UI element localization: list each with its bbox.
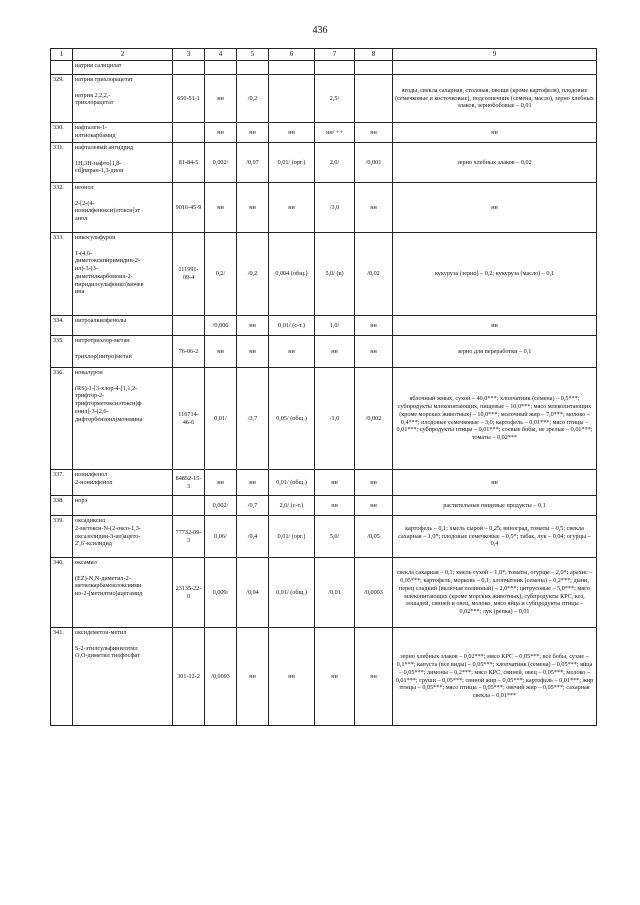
substance-name-cell [73, 183, 173, 233]
substance-name-line: 2-метокси-N-(2-оксо-1,3- [75, 524, 141, 532]
food-products-cell [393, 61, 597, 75]
value-col-4-cell: /0,006 [205, 316, 237, 336]
table-body [51, 61, 597, 726]
value-col-7-cell: 5,0/ [315, 516, 355, 558]
value-col-4-cell: нн [205, 183, 237, 233]
column-header: 6 [269, 49, 315, 61]
substance-name-line: нитротрихлор-метан [75, 337, 130, 344]
substance-name-line: натрия салицилат [75, 62, 122, 69]
food-products-cell: кукуруза (зерно) – 0,2; кукуруза (масло) – 0,1 [393, 233, 597, 316]
column-header: 8 [355, 49, 393, 61]
substance-name-line: cd]пиран-1,3-дион [75, 167, 124, 175]
substance-name-line: O,O-диметил тиофосфат [75, 652, 140, 660]
substance-name-cell [73, 628, 173, 726]
cas-number-cell [173, 61, 205, 75]
row-number-cell: 338. [51, 496, 73, 516]
food-products-cell: яблочный жмых, сухой – 40,0***; хлопчатник (семена) – 0,5***; субпродукты млекопитающих, пищевые – 10,0***; мясо млекопитающих (кроме морских животных) – 10,0***; молочный жир – 7,0***; молоко – 0,4***; плодовые семечковые – 3,0; картофель – 0,01***; мясо птицы – 0,01***; субпродукты птицы – 0,01***; соевые бобы, не зрелые – 0,01***; томаты – 0,02*** [393, 368, 597, 470]
substance-name-cell [73, 516, 173, 558]
substance-name-line: 1Н,3Н-нафто[1,8- [75, 159, 122, 167]
value-col-8-cell: нн [355, 123, 393, 143]
value-col-7-cell: 2,0/ [315, 143, 355, 183]
column-header: 2 [73, 49, 173, 61]
substance-name-line: 2-[2-(4- [75, 199, 95, 207]
value-col-7-cell: 2,5/ [315, 75, 355, 123]
value-col-5-cell: нн [237, 628, 269, 726]
food-products-cell: свекла сахарная – 0,1; хмель сухой – 1,0*; томаты, огурцы – 2,0*; арахис – 0,05***; картофель, морковь – 0,1; хлопчатник (семена) – 0,2***; дыни, перец сладкий (включая полинный) – 2,0***; цитрусовые – 5,0***; мясо млекопитающих (кроме морских животных), субпродукты КРС, коз, лошадей, свиней и овец, молоко, мясо яйца и субпродукты птицы – 0,02***; лук (репка) – 0,01 [393, 558, 597, 628]
value-col-4-cell: нн [205, 470, 237, 496]
column-header: 4 [205, 49, 237, 61]
value-col-4-cell [205, 61, 237, 75]
value-col-6-cell: 0,004 (общ.) [269, 233, 315, 316]
substance-name-line [75, 152, 170, 160]
row-number-cell: 337. [51, 470, 73, 496]
substance-name-line: трихлор(нитро)метан [75, 352, 132, 360]
value-col-6-cell: нн [269, 336, 315, 368]
substance-name-line: анол [75, 215, 88, 222]
value-col-5-cell: нн [237, 123, 269, 143]
substance-name-line: оксазолидин-3-ил)ацето- [75, 532, 141, 540]
value-col-4-cell: нн [205, 336, 237, 368]
substance-name-line: натрия 2,2,2,- [75, 91, 111, 99]
value-col-6-cell [269, 75, 315, 123]
substance-name-line: натрия трихлорацетат [75, 76, 133, 83]
cas-number-cell: 81-84-5 [173, 143, 205, 183]
table-row [51, 470, 597, 496]
value-col-7-cell: /3,0 [315, 183, 355, 233]
column-header: 3 [173, 49, 205, 61]
substance-name-line: дифторбензоил)мочевина [75, 415, 143, 423]
value-col-4-cell: /0,0003 [205, 628, 237, 726]
substance-name-line: нонилфенокси)этокси]эт [75, 207, 140, 215]
value-col-4-cell: 0,002/ [205, 143, 237, 183]
value-col-5-cell: нн [237, 336, 269, 368]
cas-number-cell: 84852-15-3 [173, 470, 205, 496]
substance-name-line: енил]-3-(2,6- [75, 407, 109, 415]
substance-name-line: трифтор-2- [75, 392, 105, 400]
substance-name-line [75, 377, 170, 385]
value-col-8-cell: /0,0003 [355, 558, 393, 628]
value-col-4-cell: 0,2/ [205, 233, 237, 316]
substance-name-line: метилкарбамоилоксиими [75, 582, 142, 590]
substance-name-line: S-2-этилсульфинилэтил [75, 644, 138, 652]
table-row [51, 143, 597, 183]
row-number-cell: 336. [51, 368, 73, 470]
cas-number-cell: 77732-09-3 [173, 516, 205, 558]
column-header: 7 [315, 49, 355, 61]
cas-number-cell: 76-06-2 [173, 336, 205, 368]
substance-name-line: оксадиксил [75, 517, 105, 524]
substance-name-line: трифторметоксиэтокси)ф [75, 400, 142, 407]
substance-name-cell [73, 143, 173, 183]
substance-name-line: оксидеметон-метил [75, 629, 127, 636]
value-col-5-cell: /0,04 [237, 558, 269, 628]
table-row [51, 496, 597, 516]
value-col-8-cell: нн [355, 183, 393, 233]
value-col-7-cell: нн [315, 496, 355, 516]
regulation-table [50, 48, 597, 726]
page-number: 436 [312, 25, 328, 36]
substance-name-line: диметилкарбомоил-2- [75, 272, 133, 280]
substance-name-line: 1-(4,6- [75, 249, 93, 257]
cas-number-cell: 9016-45-9 [173, 183, 205, 233]
food-products-cell: нн [393, 316, 597, 336]
value-col-5-cell: нн [237, 316, 269, 336]
table-row [51, 368, 597, 470]
substance-name-line: илтиокарбамид [75, 131, 116, 139]
substance-name-line: (EZ)-N,N-диметил-2- [75, 574, 131, 582]
value-col-8-cell: /0,001 [355, 143, 393, 183]
value-col-6-cell: 0,01/ (общ.) [269, 470, 315, 496]
substance-name-line: ина [75, 288, 85, 296]
table-row [51, 123, 597, 143]
cas-number-cell: 650-51-1 [173, 75, 205, 123]
substance-name-line: 2',6'-ксилидид [75, 540, 112, 548]
value-col-5-cell: /3,7 [237, 368, 269, 470]
food-products-cell: ягоды, свекла сахарная, столовая, овощи (кроме картофеля), плодовые (семечковые и косточковые), подсолнечник (семена, масло), зерно хлебных злаков, зернобобовые – 0,01 [393, 75, 597, 123]
value-col-7-cell: нн [315, 470, 355, 496]
value-col-6-cell: нн [269, 123, 315, 143]
value-col-4-cell: нн [205, 75, 237, 123]
value-col-5-cell: /0,2 [237, 233, 269, 316]
value-col-4-cell: 0,009/ [205, 558, 237, 628]
value-col-5-cell [237, 61, 269, 75]
table-row [51, 558, 597, 628]
row-number-cell: 329. [51, 75, 73, 123]
row-number-cell: 341. [51, 628, 73, 726]
substance-name-line [75, 345, 170, 353]
row-number-cell: 335. [51, 336, 73, 368]
value-col-5-cell: /0,07 [237, 143, 269, 183]
value-col-5-cell: /0,4 [237, 516, 269, 558]
substance-name-line: нафталевый ангидрид [75, 144, 134, 151]
value-col-6-cell [269, 61, 315, 75]
column-header: 9 [393, 49, 597, 61]
table-row [51, 336, 597, 368]
value-col-8-cell: /0,05 [355, 516, 393, 558]
substance-name-line: нитроалкилфенолы [75, 317, 127, 324]
substance-name-cell [73, 233, 173, 316]
value-col-8-cell: нн [355, 316, 393, 336]
value-col-6-cell: нн [269, 183, 315, 233]
value-col-6-cell: 0,05/ (общ.) [269, 368, 315, 470]
substance-name-cell [73, 558, 173, 628]
value-col-7-cell: 5,0/ (в) [315, 233, 355, 316]
substance-name-cell [73, 316, 173, 336]
table-row [51, 183, 597, 233]
value-col-8-cell: /0,002 [355, 368, 393, 470]
value-col-6-cell: 2,0/ (с-т.) [269, 496, 315, 516]
value-col-6-cell: 0,01/ (орг.) [269, 143, 315, 183]
row-number-cell: 339. [51, 516, 73, 558]
table-row [51, 316, 597, 336]
value-col-7-cell: /0,01 [315, 558, 355, 628]
value-col-4-cell: нн [205, 123, 237, 143]
food-products-cell: картофель – 0,1; хмель сырой – 0,25; виноград, томаты – 0,5; свекла сахарная – 1,0*; плодовые семечковые – 0,5*; табак, лук – 0,04; огурцы – 0,4 [393, 516, 597, 558]
value-col-8-cell [355, 61, 393, 75]
food-products-cell: растительные пищевые продукты – 0,1 [393, 496, 597, 516]
substance-name-line: диметоксипиримидин-2- [75, 257, 140, 265]
substance-name-line: пиридилсульфонил)мочев [75, 280, 144, 288]
value-col-8-cell: нн [355, 628, 393, 726]
row-number-cell: 330. [51, 123, 73, 143]
substance-name-line: новалурон [75, 369, 103, 376]
column-header: 1 [51, 49, 73, 61]
food-products-cell: зерно для переработки – 0,1 [393, 336, 597, 368]
value-col-5-cell: нн [237, 470, 269, 496]
value-col-4-cell: 0,002/ [205, 496, 237, 516]
table-row [51, 61, 597, 75]
substance-name-line: 2-нонилфенол [75, 478, 113, 486]
substance-name-line: неонол [75, 184, 94, 191]
substance-name-cell [73, 336, 173, 368]
cas-number-cell: 23135-22-0 [173, 558, 205, 628]
food-products-cell: нн [393, 470, 597, 496]
substance-name-cell [73, 75, 173, 123]
substance-name-cell [73, 470, 173, 496]
substance-name-line: (RS)-1-[3-хлор-4-[1,1,2- [75, 384, 138, 392]
substance-name-cell [73, 368, 173, 470]
table-row [51, 516, 597, 558]
value-col-7-cell: нн/ ++ [315, 123, 355, 143]
cas-number-cell: 301-12-2 [173, 628, 205, 726]
substance-name-line [75, 242, 170, 250]
substance-name-line: ил)-3-(3- [75, 265, 98, 272]
table-row [51, 75, 597, 123]
value-col-4-cell: 0,01/ [205, 368, 237, 470]
substance-name-line: оксамил [75, 559, 97, 566]
value-col-8-cell: /0,02 [355, 233, 393, 316]
substance-name-line: норэ [75, 497, 88, 504]
table-row [51, 628, 597, 726]
value-col-7-cell: нн [315, 628, 355, 726]
value-col-6-cell: 0,01/ (общ.) [269, 558, 315, 628]
value-col-8-cell: нн [355, 496, 393, 516]
value-col-5-cell: /0,2 [237, 75, 269, 123]
substance-name-line: никосульфурон [75, 234, 116, 241]
substance-name-line: но-2-(метилтио)ацетамид [75, 590, 143, 597]
value-col-7-cell: /1,0 [315, 368, 355, 470]
substance-name-line [75, 192, 170, 200]
substance-name-line [75, 637, 170, 645]
table-row [51, 233, 597, 316]
row-number-cell [51, 61, 73, 75]
value-col-5-cell: /0,7 [237, 496, 269, 516]
substance-name-cell [73, 123, 173, 143]
value-col-7-cell [315, 61, 355, 75]
row-number-cell: 340. [51, 558, 73, 628]
row-number-cell: 332. [51, 183, 73, 233]
substance-name-cell [73, 61, 173, 75]
row-number-cell: 331. [51, 143, 73, 183]
value-col-7-cell: 1,0/ [315, 316, 355, 336]
value-col-5-cell: нн [237, 183, 269, 233]
substance-name-cell [73, 496, 173, 516]
cas-number-cell [173, 123, 205, 143]
substance-name-line: трихлорацетат [75, 99, 114, 107]
cas-number-cell: 116714-46-6 [173, 368, 205, 470]
value-col-8-cell: нн [355, 336, 393, 368]
cas-number-cell [173, 496, 205, 516]
value-col-6-cell: 0,01/ (с-т.) [269, 316, 315, 336]
column-header: 5 [237, 49, 269, 61]
row-number-cell: 333. [51, 233, 73, 316]
value-col-7-cell: нн [315, 336, 355, 368]
food-products-cell: зерно хлебных злаков – 0,02***; мясо КРС – 0,05***; все бобы, сухие – 0,1***; капуста (все виды) – 0,05***; хлопчатник (семена) – 0,05***; яйца – 0,05***; лимоны – 0,2***; мясо КРС, свиней, овец – 0,05***; молоко – 0,01***; груши – 0,05***; свиной жир – 0,05***; картофель – 0,01***; жир птицы – 0,05***; мясо птицы – 0,05***; овечий жир – 0,05***; сахарная свекла – 0,01*** [393, 628, 597, 726]
value-col-6-cell: 0,01/ (орг.) [269, 516, 315, 558]
cas-number-cell: 111991-09-4 [173, 233, 205, 316]
column-header-row [51, 49, 597, 61]
substance-name-line [75, 567, 170, 575]
food-products-cell: зерно хлебных злаков – 0,02 [393, 143, 597, 183]
cas-number-cell [173, 316, 205, 336]
value-col-8-cell [355, 75, 393, 123]
value-col-8-cell: нн [355, 470, 393, 496]
value-col-6-cell: нн [269, 628, 315, 726]
substance-name-line: нонилфенол [75, 471, 108, 478]
value-col-4-cell: 0,06/ [205, 516, 237, 558]
substance-name-line: нафтален-1- [75, 124, 108, 131]
food-products-cell: нн [393, 123, 597, 143]
substance-name-line [75, 84, 170, 92]
row-number-cell: 334. [51, 316, 73, 336]
food-products-cell: нн [393, 183, 597, 233]
